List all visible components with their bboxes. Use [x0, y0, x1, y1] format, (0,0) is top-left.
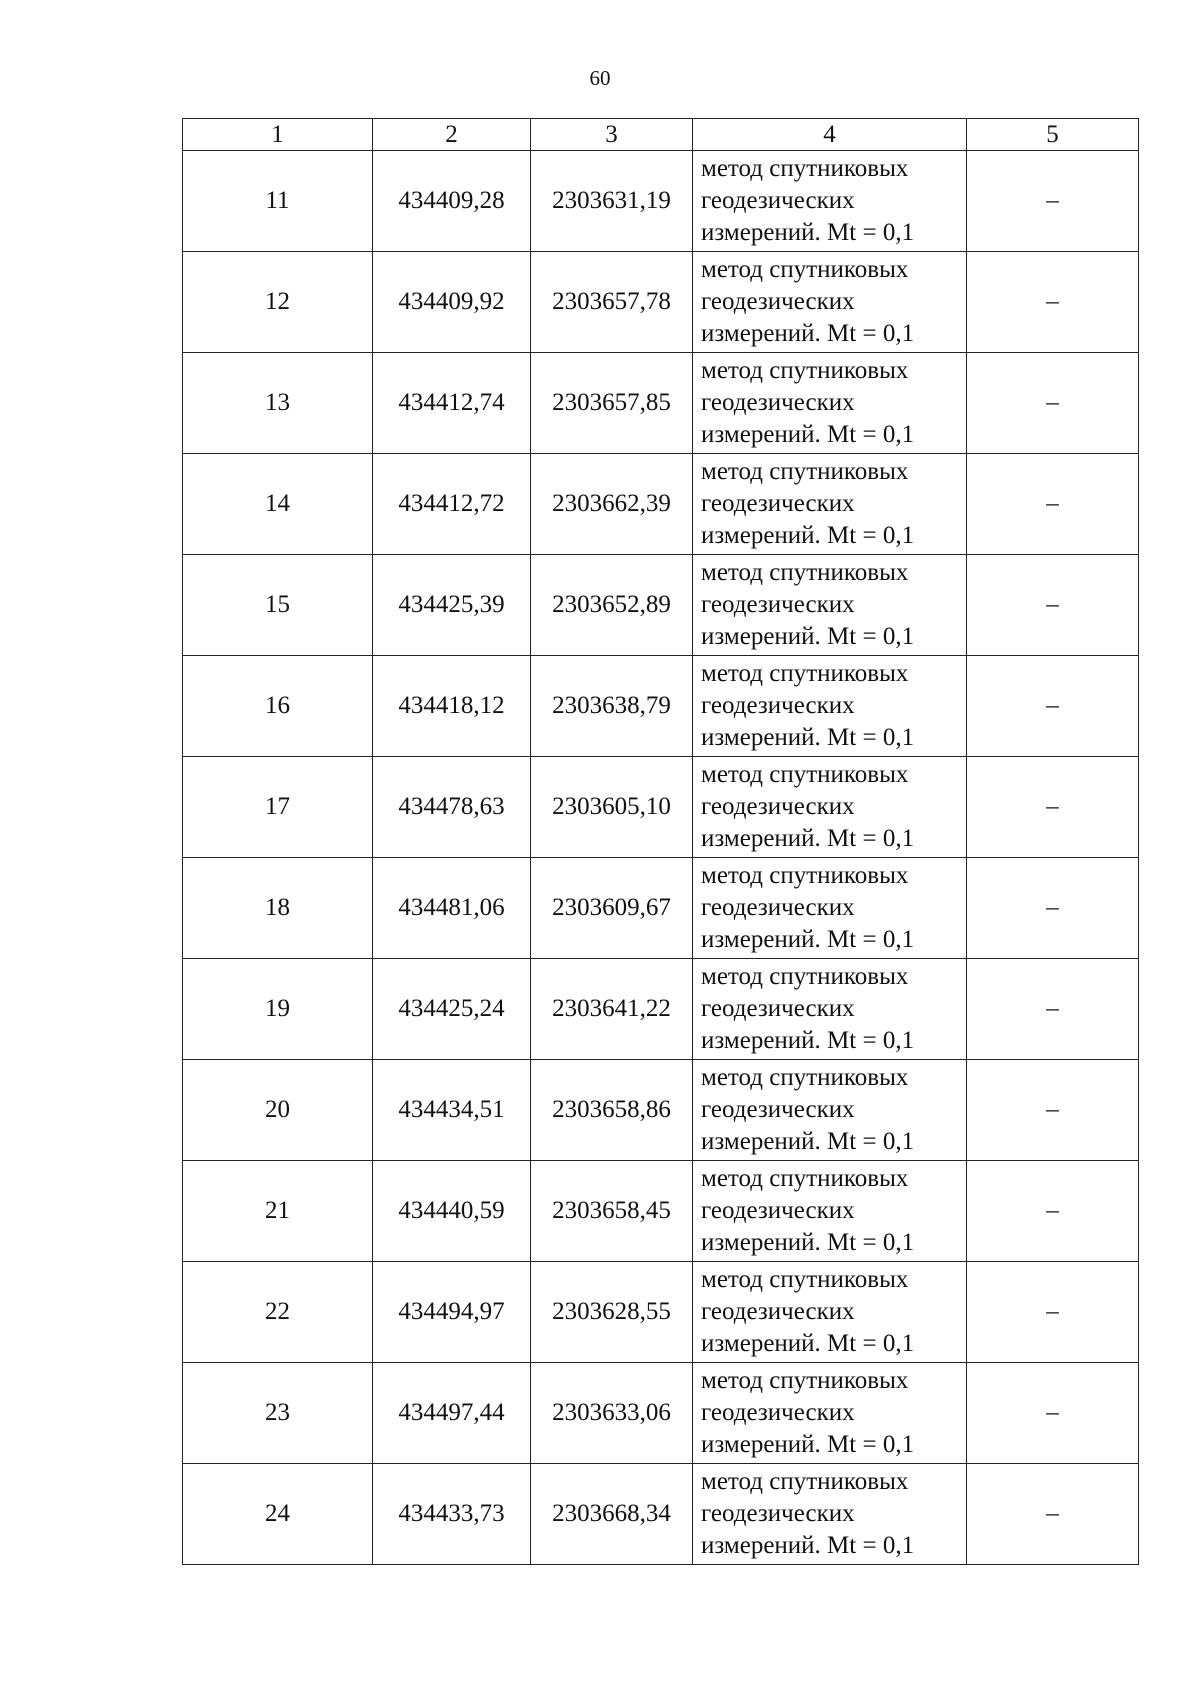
cell-method	[693, 555, 967, 656]
cell-coordinate-y: 2303609,67	[531, 858, 693, 959]
cell-note: –	[967, 252, 1139, 353]
cell-coordinate-y: 2303658,86	[531, 1060, 693, 1161]
method-line: измерений. Mt = 0,1	[701, 522, 915, 549]
table-body	[183, 151, 1139, 1565]
table-header	[183, 119, 1139, 151]
method-line: метод спутниковых	[701, 357, 909, 384]
cell-coordinate-y: 2303657,85	[531, 353, 693, 454]
method-line: метод спутниковых	[701, 862, 909, 889]
cell-point-number: 22	[183, 1262, 373, 1363]
method-line: геодезических	[701, 389, 855, 416]
cell-point-number: 15	[183, 555, 373, 656]
method-line: метод спутниковых	[701, 256, 909, 283]
method-line: метод спутниковых	[701, 1064, 909, 1091]
cell-coordinate-y: 2303605,10	[531, 757, 693, 858]
method-line: метод спутниковых	[701, 761, 909, 788]
header-col-2: 2	[373, 119, 531, 151]
cell-coordinate-y: 2303641,22	[531, 959, 693, 1060]
cell-method	[693, 252, 967, 353]
method-line: метод спутниковых	[701, 1468, 909, 1495]
cell-method	[693, 1363, 967, 1464]
method-line: измерений. Mt = 0,1	[701, 1532, 915, 1559]
method-line: измерений. Mt = 0,1	[701, 1027, 915, 1054]
cell-note: –	[967, 1363, 1139, 1464]
table-row	[183, 353, 1139, 454]
cell-coordinate-x: 434412,74	[373, 353, 531, 454]
method-line: измерений. Mt = 0,1	[701, 1330, 915, 1357]
cell-point-number: 24	[183, 1464, 373, 1565]
method-line: геодезических	[701, 1197, 855, 1224]
method-line: измерений. Mt = 0,1	[701, 320, 915, 347]
method-line: измерений. Mt = 0,1	[701, 1229, 915, 1256]
cell-coordinate-y: 2303668,34	[531, 1464, 693, 1565]
method-line: геодезических	[701, 1399, 855, 1426]
cell-coordinate-x: 434418,12	[373, 656, 531, 757]
cell-point-number: 20	[183, 1060, 373, 1161]
method-line: геодезических	[701, 793, 855, 820]
cell-note: –	[967, 959, 1139, 1060]
cell-coordinate-y: 2303652,89	[531, 555, 693, 656]
method-line: геодезических	[701, 1096, 855, 1123]
table-row	[183, 757, 1139, 858]
cell-coordinate-x: 434425,24	[373, 959, 531, 1060]
cell-note: –	[967, 1161, 1139, 1262]
method-line: измерений. Mt = 0,1	[701, 1431, 915, 1458]
cell-coordinate-x: 434433,73	[373, 1464, 531, 1565]
cell-point-number: 17	[183, 757, 373, 858]
cell-coordinate-x: 434409,28	[373, 151, 531, 252]
cell-method	[693, 656, 967, 757]
cell-point-number: 12	[183, 252, 373, 353]
table-row	[183, 151, 1139, 252]
cell-coordinate-x: 434494,97	[373, 1262, 531, 1363]
header-col-5: 5	[967, 119, 1139, 151]
table-row	[183, 1464, 1139, 1565]
method-line: метод спутниковых	[701, 559, 909, 586]
cell-point-number: 19	[183, 959, 373, 1060]
cell-note: –	[967, 656, 1139, 757]
method-line: геодезических	[701, 187, 855, 214]
cell-method	[693, 757, 967, 858]
cell-note: –	[967, 151, 1139, 252]
cell-coordinate-y: 2303662,39	[531, 454, 693, 555]
cell-note: –	[967, 454, 1139, 555]
cell-coordinate-x: 434481,06	[373, 858, 531, 959]
method-line: геодезических	[701, 894, 855, 921]
cell-coordinate-x: 434478,63	[373, 757, 531, 858]
method-line: измерений. Mt = 0,1	[701, 623, 915, 650]
method-line: измерений. Mt = 0,1	[701, 1128, 915, 1155]
method-line: геодезических	[701, 490, 855, 517]
table-row	[183, 1060, 1139, 1161]
cell-coordinate-y: 2303631,19	[531, 151, 693, 252]
cell-coordinate-y: 2303628,55	[531, 1262, 693, 1363]
method-line: геодезических	[701, 288, 855, 315]
method-line: геодезических	[701, 692, 855, 719]
cell-point-number: 18	[183, 858, 373, 959]
cell-method	[693, 1464, 967, 1565]
cell-method	[693, 858, 967, 959]
header-col-3: 3	[531, 119, 693, 151]
method-line: метод спутниковых	[701, 458, 909, 485]
table-row	[183, 454, 1139, 555]
cell-point-number: 21	[183, 1161, 373, 1262]
method-line: геодезических	[701, 1298, 855, 1325]
cell-method	[693, 1161, 967, 1262]
method-line: метод спутниковых	[701, 1266, 909, 1293]
cell-coordinate-x: 434409,92	[373, 252, 531, 353]
cell-method	[693, 151, 967, 252]
method-line: метод спутниковых	[701, 155, 909, 182]
cell-note: –	[967, 353, 1139, 454]
cell-point-number: 13	[183, 353, 373, 454]
table-row	[183, 1161, 1139, 1262]
table-row	[183, 555, 1139, 656]
cell-note: –	[967, 757, 1139, 858]
method-line: измерений. Mt = 0,1	[701, 825, 915, 852]
page-number: 60	[589, 66, 611, 90]
cell-point-number: 16	[183, 656, 373, 757]
method-line: метод спутниковых	[701, 660, 909, 687]
method-line: измерений. Mt = 0,1	[701, 219, 915, 246]
cell-method	[693, 1060, 967, 1161]
header-col-4: 4	[693, 119, 967, 151]
coordinates-table	[182, 118, 1139, 1565]
cell-method	[693, 959, 967, 1060]
method-line: геодезических	[701, 1500, 855, 1527]
cell-coordinate-y: 2303633,06	[531, 1363, 693, 1464]
table-row	[183, 959, 1139, 1060]
cell-method	[693, 1262, 967, 1363]
table-row	[183, 858, 1139, 959]
cell-point-number: 14	[183, 454, 373, 555]
method-line: геодезических	[701, 591, 855, 618]
header-row	[183, 119, 1139, 151]
method-line: геодезических	[701, 995, 855, 1022]
method-line: метод спутниковых	[701, 1367, 909, 1394]
cell-note: –	[967, 1464, 1139, 1565]
cell-coordinate-x: 434440,59	[373, 1161, 531, 1262]
cell-coordinate-x: 434425,39	[373, 555, 531, 656]
cell-point-number: 11	[183, 151, 373, 252]
cell-method	[693, 353, 967, 454]
table-row	[183, 1363, 1139, 1464]
header-col-1: 1	[183, 119, 373, 151]
cell-method	[693, 454, 967, 555]
cell-point-number: 23	[183, 1363, 373, 1464]
cell-coordinate-x: 434434,51	[373, 1060, 531, 1161]
cell-coordinate-y: 2303657,78	[531, 252, 693, 353]
method-line: измерений. Mt = 0,1	[701, 926, 915, 953]
table-row	[183, 656, 1139, 757]
cell-coordinate-x: 434412,72	[373, 454, 531, 555]
cell-coordinate-y: 2303638,79	[531, 656, 693, 757]
method-line: метод спутниковых	[701, 1165, 909, 1192]
cell-note: –	[967, 1262, 1139, 1363]
cell-note: –	[967, 858, 1139, 959]
method-line: измерений. Mt = 0,1	[701, 724, 915, 751]
method-line: метод спутниковых	[701, 963, 909, 990]
table-row	[183, 252, 1139, 353]
cell-note: –	[967, 555, 1139, 656]
cell-coordinate-x: 434497,44	[373, 1363, 531, 1464]
table-row	[183, 1262, 1139, 1363]
cell-coordinate-y: 2303658,45	[531, 1161, 693, 1262]
cell-note: –	[967, 1060, 1139, 1161]
method-line: измерений. Mt = 0,1	[701, 421, 915, 448]
